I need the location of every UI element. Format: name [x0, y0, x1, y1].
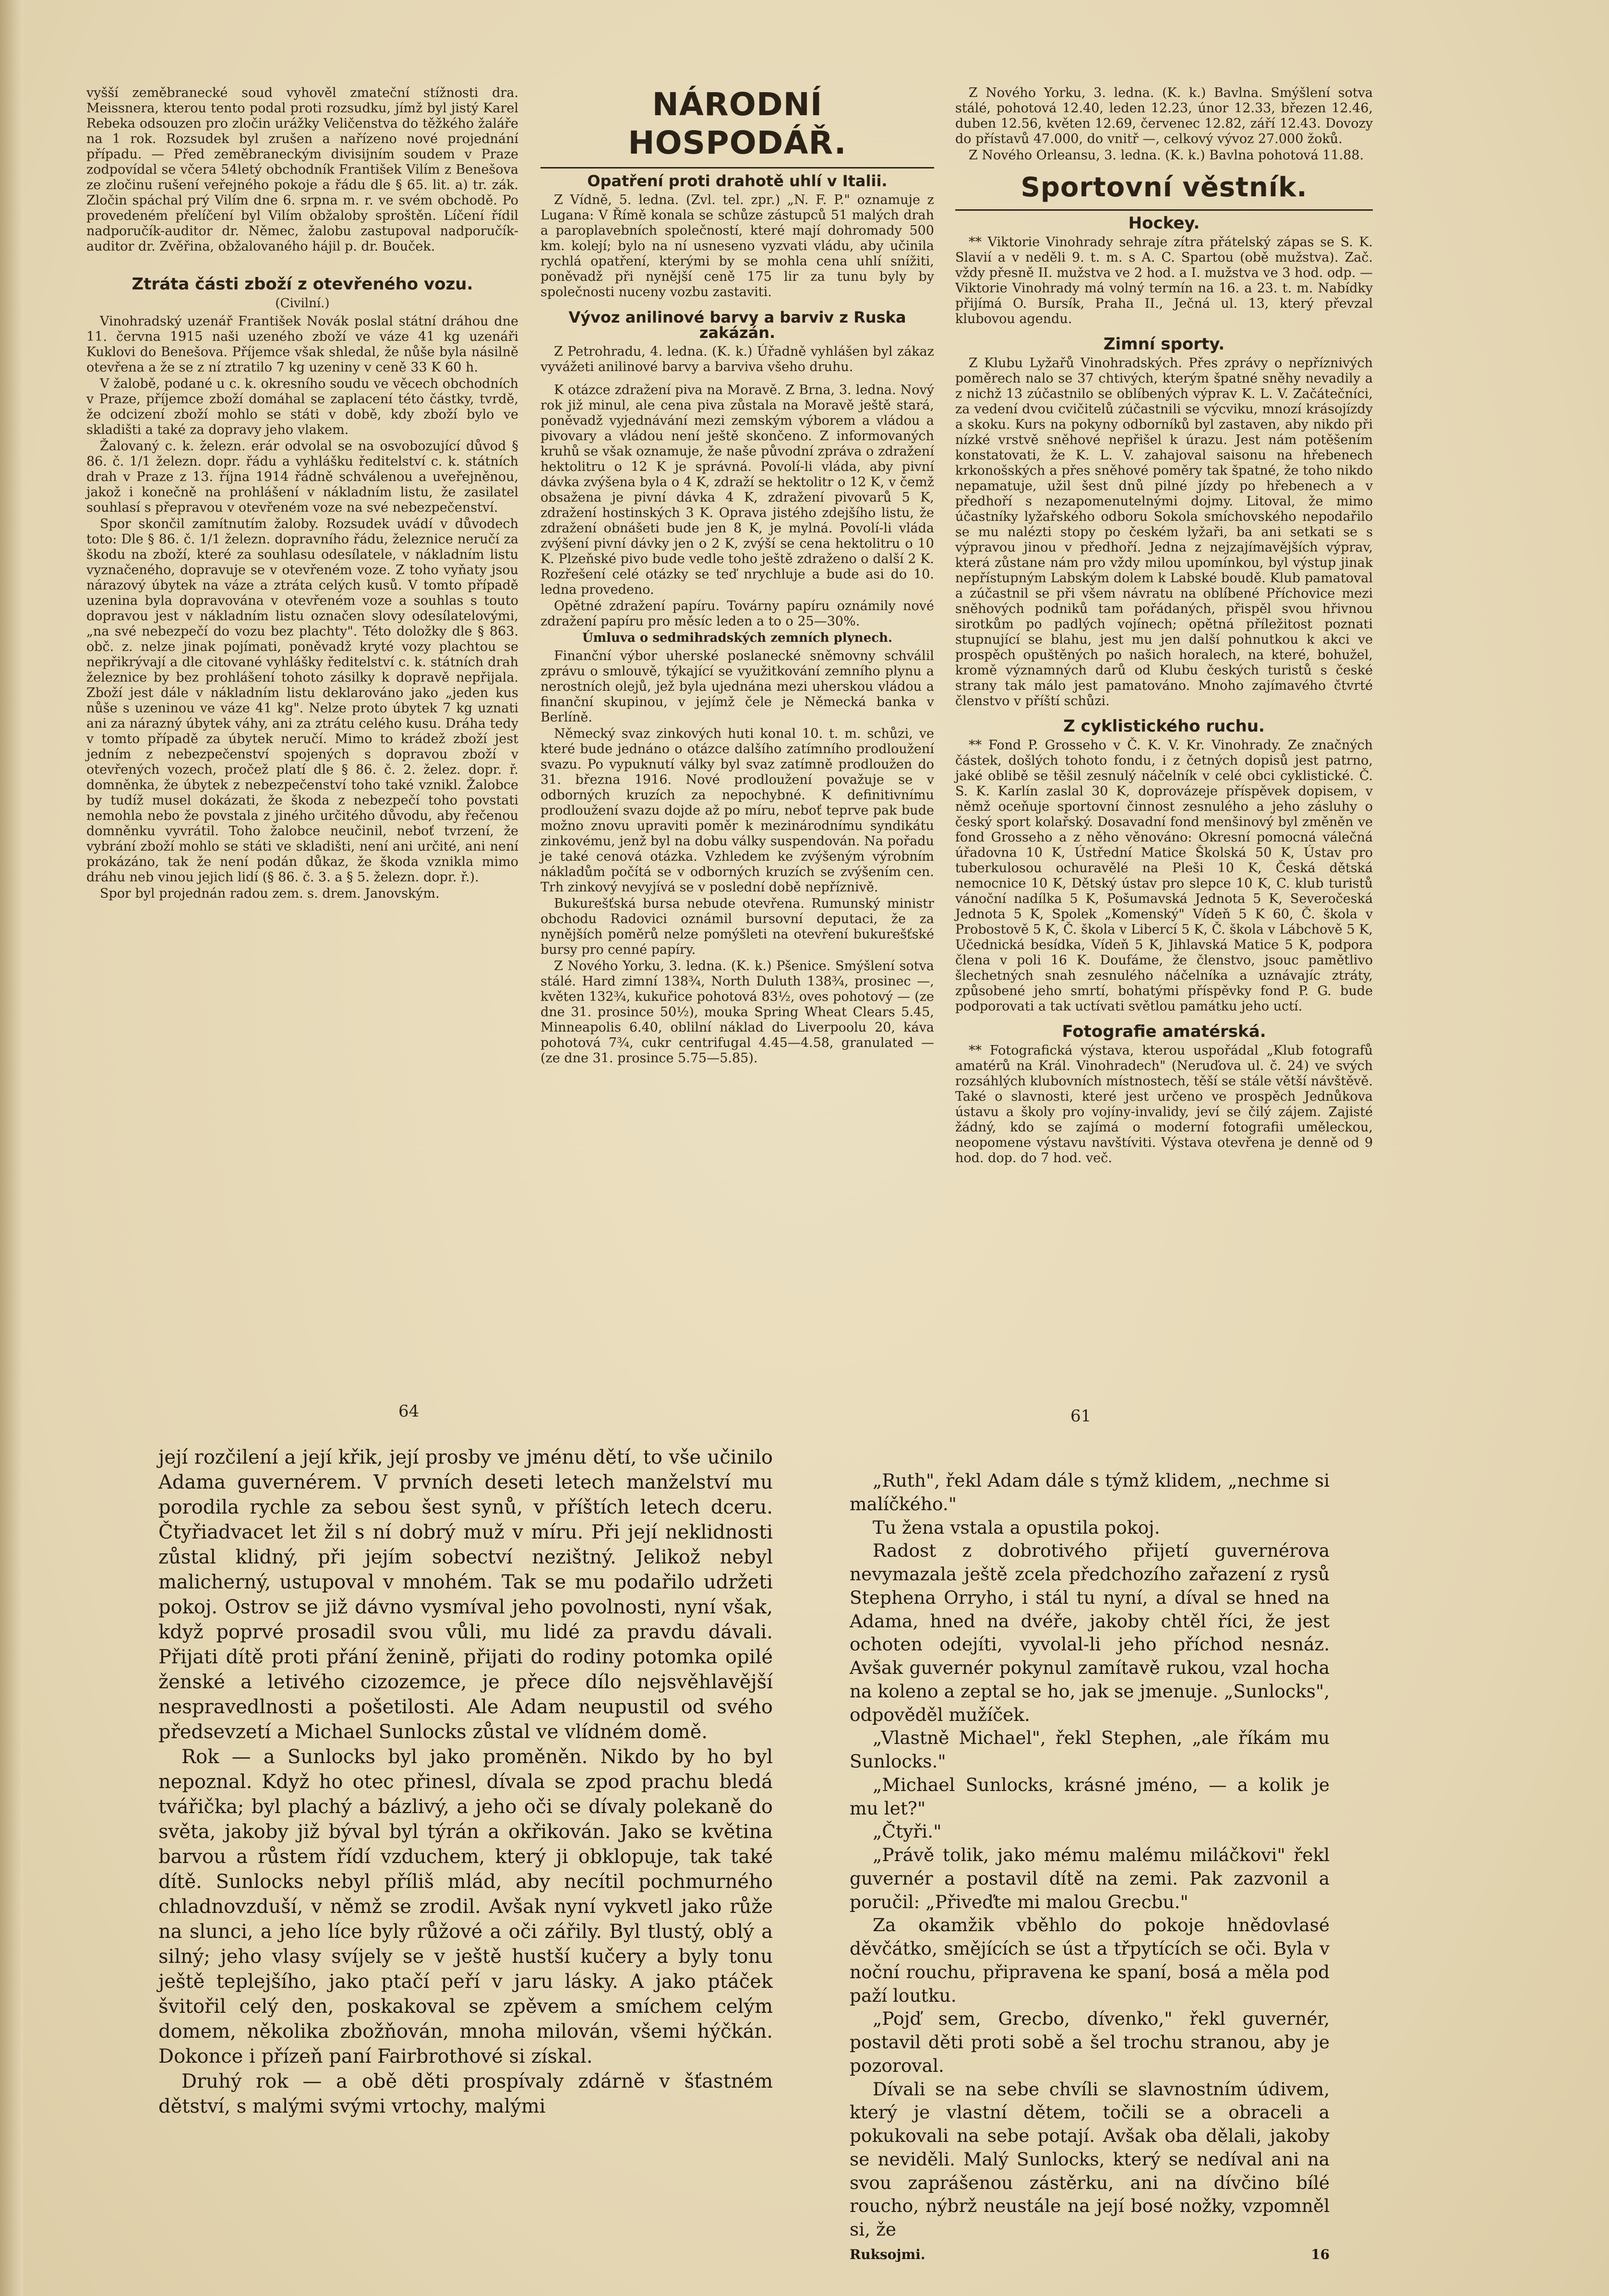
book-paragraph: Druhý rok — a obě děti prospívaly zdárně v šťastném dětství, s malými svými vrtochy, malými [158, 2070, 773, 2117]
section-banner: NÁRODNÍ HOSPODÁŘ. [628, 86, 847, 161]
article-paragraph: Vinohradský uzenář František Novák poslal státní dráhou dne 11. června 1915 naši uzeného zboží ve váze 41 kg uzenáři Kuklovi do Benešova. Příjemce však shledal, že nůše byla násilně otevřena a že se z ní ztratilo 7 kg uzeniny v ceně 33 K 60 h. [86, 314, 518, 375]
article-paragraph: Z Nového Yorku, 3. ledna. (K. k.) Pšenice. Smýšlení sotva stálé. Hard zimní 138¾, North Duluth 138¾, prosinec —, květen 132¾, kukuřice pohotová 83½, oves pohotový — (ze dne 31. prosince 50½), mouka Spring Wheat Clears 5.45, Minneapolis 6.40, oblilní náklad do Liverpoolu 20, káva pohotová 7¾, cukr centrifugal 4.45—4.58, granulated — (ze dne 31. prosince 5.75—5.85). [540, 959, 934, 1066]
divider [955, 209, 1373, 211]
page-number-left: 64 [398, 1402, 420, 1421]
book-paragraph: Tu žena vstala a opustila pokoj. [873, 1516, 1160, 1538]
article-paragraph: ** Viktorie Vinohrady sehraje zítra přátelský zápas se S. K. Slavií a v neděli 9. t. m. s A. C. Spartou (obě mužstva). Zač. vždy přesně II. mužstva ve 2 hod. a I. mužstva ve 3 hod. odp. — Viktorie Vinohrady má volný termín na 16. a 23. t. m. Nabídky přijímá O. Bursík, Praha II., Ječná ul. 13, který převzal klubovou agendu. [955, 235, 1373, 326]
signature-mark: Ruksojmi. [850, 2246, 925, 2262]
page-footer [850, 2243, 1330, 2267]
article-paragraph: Bukurešťská bursa nebude otevřena. Rumunský ministr obchodu Radovici oznámil bursovní deputaci, že za nynějších poměrů nelze pomýšleti na otevření bukurešťské bursy pro cenné papíry. [540, 896, 934, 957]
article-paragraph: Z Nového Yorku, 3. ledna. (K. k.) Bavlna. Smýšlení sotva stálé, pohotová 12.40, leden 12.23, únor 12.33, březen 12.46, duben 12.56, květen 12.69, červenec 12.82, září 12.43. Dovozy do přístavů 47.000, do vnitř —, celkový vývoz 27.000 žoků. [955, 85, 1373, 146]
book-paragraph: Dívali se na sebe chvíli se slavnostním údivem, který je vlastní dětem, točili se a obraceli a pokukovali na sebe potají. Avšak oba dělali, jakoby se neviděli. Malý Sunlocks, který se nedíval ani na svou zaprášenou zástěrku, ani na dívčino bílé roucho, nýbrž neustále na její bosé nožky, vzpomněl si, že [850, 2078, 1330, 2240]
footer-page-number: 16 [1311, 2246, 1330, 2262]
article-paragraph: Spor skončil zamítnutím žaloby. Rozsudek uvádí v důvodech toto: Dle § 86. č. 1/1 železn. dopravního řádu, železnice neručí za škodu na zboží, které za souhlasu odesílatele, v nákladním listu vyznačeného, dopravuje se v otevřeném voze. Z toho vyňaty jsou nárazový úbytek na váze a ztráta celých kusů. V tomto případě uzenina byla dopravována v otevřeném voze a souhlas s touto dopravou jest v nákladním listu označen slovy odesílatelovými, „na své nebezpečí do vozu bez plachty". Této doložky dle § 863. obč. z. nelze jinak pojímati, poněvadž kryté vozy plachtou se nepřikrývají a dle citované vyhlášky ředitelství c. k. státních drah železnice by bez prohlášení tohoto zásilky k dopravě nepřijala. Zboží jest dále v nákladním listu deklarováno jako „jeden kus nůše s uzeninou ve váze 41 kg". Nelze proto úbytek 7 kg uznati ani za nárazný úbytek váhy, ani za ztrátu celého kusu. Dráha tedy v tomto případě za úbytek neručí. Mimo to krádež zboží jest jedním z nebezpečenství spojených s dopravou zboží v otevřených vozech, pročež platí dle § 86. č. 2. želez. dopr. ř. domněnka, že úbytek z nebezpečenství toho také vznikl. Žalobce by tudíž musel dokázati, že škoda z nebezpečí toho povstati nemohla nebo že povstala z jiného určitého důvodu, aby řečenou domněnku vyvrátil. Toho žalobce neučinil, neboť tvrzení, že vybrání zboží mohlo se státi ve skladišti, není ani určité, ani není prokázáno, tak že není podán důkaz, že škoda vznikla mimo dráhu neb vinou jejich lidí (§ 86. č. 3. a § 5. železn. dopr. ř.). [86, 517, 518, 885]
book-page-left [158, 1445, 773, 2119]
court-report: vyšší zeměbranecké soud vyhověl zmateční stížnosti dra. Meissnera, kterou tento podal proti rozsudku, jímž byl jistý Karel Rebeka odsouzen pro zločin urážky Veličenstva do těžkého žaláře na 1 rok. Rozsudek byl zrušen a nařízeno nové projednání případu. — Před zeměbraneckým divisijním soudem v Praze zodpovídal se včera 54letý obchodník František Vilím z Benešova ze zločinu rušení veřejného pokoje a řádu dle § 65. lit. a) tr. zák. Zločin spáchal prý Vilím dne 6. srpna m. r. ve svém obchodě. Po provedeném přelíčení byl Vilím obžaloby sproštěn. Líčení řídil nadporučík-auditor dr. Němec, žalobu zastupoval nadporučík-auditor dr. Zvěřina, obžalovaného hájil p. dr. Bouček. [86, 85, 518, 254]
book-paragraph: „Vlastně Michael", řekl Stephen, „ale říkám mu Sunlocks." [850, 1727, 1330, 1772]
article-paragraph: Z Vídně, 5. ledna. (Zvl. tel. zpr.) „N. F. P." oznamuje z Lugana: V Římě konala se schůze zástupců 51 malých drah a paroplavebních společností, které mají dohromady 500 km. kolejí; bylo na ní usneseno vyzvati vládu, aby učinila rychlá opatření, kterými by se mohla cena uhlí snížiti, poněvadž při nynější ceně 175 lir za tunu byly by společnosti nuceny vozbu zastaviti. [540, 192, 934, 300]
news-column-2 [540, 85, 934, 1067]
page-number-right: 61 [1070, 1406, 1092, 1426]
book-paragraph: Za okamžik vběhlo do pokoje hnědovlasé děvčátko, smějících se úst a třpytících se oči. Byla v noční rouchu, připravena ke spaní, bosá a měla pod paží loutku. [850, 1914, 1330, 2006]
book-paragraph: „Michael Sunlocks, krásné jméno, — a kolik je mu let?" [850, 1774, 1330, 1819]
news-column-3 [955, 85, 1373, 1167]
article-paragraph: Spor byl projednán radou zem. s. drem. Janovským. [100, 886, 440, 901]
article-paragraph: Z Petrohradu, 4. ledna. (K. k.) Úřadně vyhlášen byl zákaz vyvážeti anilinové barvy a barviva všeho druhu. [540, 344, 934, 374]
book-paragraph: „Ruth", řekl Adam dále s týmž klidem, „nechme si malíčkého." [850, 1470, 1330, 1515]
book-page-right [850, 1469, 1330, 2267]
book-paragraph: Radost z dobrotivého přijetí guvernérova nevymazala ještě zcela předchozího zařazení z rysů Stephena Orryho, i stál tu nyní, a díval se hned na Adama, hned na dvéře, jakoby chtěl říci, že jest ochoten odejíti, vyvolal-li jeho příchod nesnáz. Avšak guvernér pokynul zamítavě rukou, vzal hocha na koleno a zeptal se ho, jak se jmenuje. „Sunlocks", odpověděl mužíček. [850, 1540, 1330, 1725]
article-paragraph: K otázce zdražení piva na Moravě. Z Brna, 3. ledna. Nový rok již minul, ale cena piva zůstala na Moravě ještě stará, poněvadž vyjednávání mezi zemským výborem a vládou a pivovary a vládou není ještě skončeno. Z informovaných kruhů se však oznamuje, že naše původní zpráva o zdražení hektolitru o 12 K je správná. Povolí-li vláda, aby pivní dávka zvýšena byla o 4 K, zdraží se hektolitr o 12 K, v čemž obsažena je pivní dávka 4 K, zdražení pivovarů 5 K, zdražení hostinských 3 K. Oprava jistého zdejšího listu, že zdražení obnášeti bude jen 8 K, je mylná. Povolí-li vláda zvýšení pivní dávky jen o 2 K, zvýší se cena hektolitru o 10 K. Plzeňské pivo bude vedle toho ještě zdraženo o další 2 K. Rozřešení celé otázky se teď nrychluje a bude asi do 10. ledna provedeno. [540, 383, 934, 597]
article-subheading: Úmluva o sedmihradských zemních plynech. [582, 631, 893, 645]
news-column-1 [86, 85, 518, 902]
book-paragraph: „Čtyři." [873, 1821, 942, 1842]
article-paragraph: Finanční výbor uherské poslanecké sněmovny schválil zprávu o smlouvě, týkající se využitkování zemního plynu a nerostních olejů, jež byla ujednána mezi uherskou vládou a finanční skupinou, v jejímž čele je Německá banka v Berlíně. [540, 649, 934, 725]
book-paragraph: „Právě tolik, jako mému malému miláčkovi" řekl guvernér a postavil dítě na zemi. Pak zazvonil a poručil: „Přiveďte mi malou Grecbu." [850, 1844, 1330, 1912]
article-heading: Ztráta části zboží z otevřeného vozu. [132, 275, 473, 294]
article-heading: Z cyklistického ruchu. [1063, 717, 1265, 736]
article-paragraph: ** Fotografická výstava, kterou uspořádal „Klub fotografů amatérů na Král. Vinohradech" (Neruďova ul. č. 24) ve svých rozsáhlých klubovních místnostech, těší se stále větší návštěvě. Také o slavnosti, které jest určeno ve prospěch Jednůkova ústavu a školy pro vojíny-invalidy, jeví se čilý zájem. Zajisté žádný, kdo se zajímá o moderní fotografii uměleckou, neopomene výstavu navštíviti. Výstava otevřena je denně od 9 hod. dop. do 7 hod. več. [955, 1043, 1373, 1166]
article-paragraph: Žalovaný c. k. železn. erár odvolal se na osvobozující důvod § 86. č. 1/1 železn. dopr. řádu a vyhlášku ředitelství c. k. státních drah v Praze z 13. října 1914 řádně schválenou a uveřejněnou, jakož i konečně na prohlášení v nákladním listu, že zasilatel souhlasí s přepravou v otevřeném voze na své nebezpečenství. [86, 439, 518, 515]
article-heading: Fotografie amatérská. [1062, 1022, 1266, 1041]
article-paragraph: V žalobě, podané u c. k. okresního soudu ve věcech obchodních v Praze, příjemce zboží domáhal se zaplacení této částky, tvrdě, že odcizení zboží mohlo se státi v době, kdy zboží bylo ve skladišti a také za dopravy jeho vlakem. [86, 376, 518, 437]
article-paragraph: Z Klubu Lyžařů Vinohradských. Přes zprávy o nepříznivých poměrech nalo se 37 chtivých, kterým špatné sněhy nevadily a z nichž 13 zúčastnilo se oblíbených výprav K. L. V. Začátečníci, za vedení dvou cvičitelů zúčastnili se výcviku, mnozí krásojízdy a skoku. Kurs na pokyny odborníků byl zastaven, aby nikdo při nízké vrstvě sněhové nepřišel k úrazu. Jest nám potěšením konstatovati, že K. L. V. zahajoval saisonu na hřebenech krkonošských a přes sněhové poměry tak špatné, že toho nikdo nepamatuje, užil šest dnů pilné jízdy po hřebenech a v předhoří s nezapomenutelnými dojmy. Litoval, že mimo účastníky lyžařského odboru Sokola smíchovského nepodařilo se mu nalézti stopy po českém lyžaři, ba ani setkati se s výpravou jinou v předhoří. Jedna z nejzajímavějších výprav, která zůstane nám pro vždy milou upomínkou, byl výstup jinak nepřístupným Labským dolem k Labské boudě. Klub pamatoval a zúčastnil se při všem návratu na oblíbené Příchovice mezi sněhových podniků tam pořádaných, přispěl svou hřivnou sirotkům po padlých vojínech; opětná příležitost poznati stupnující se blahu, jest mu jen další pohnutkou k akci ve prospěch opuštěných po našich horalech, na které, bohužel, kromě významných darů od Klubu českých turistů s české strany tak málo jest pamatováno. Mnoho zajímavého čtvrté členstvo v příští schůzi. [955, 356, 1373, 709]
divider [540, 167, 934, 168]
book-paragraph: „Pojď sem, Grecbo, dívenko," řekl guvernér, postavil děti proti sobě a šel trochu stranou, aby je pozoroval. [850, 2008, 1330, 2076]
article-paragraph: Německý svaz zinkových huti konal 10. t. m. schůzi, ve které bude jednáno o otázce dalšího zatímního prodloužení svazu. Po vypuknutí války byl svaz zatímně prodloužen do 31. března 1916. Nové prodloužení považuje se v odborných kruzích za nepochybné. K definitivnímu prodloužení svazu dojde až po míru, neboť teprve pak bude možno znovu upraviti poměr k mezinárodnímu syndikátu zinkovému, jenž byl na dobu války suspendován. Na pořadu je také cenová otázka. Vzhledem ke zvýšeným výrobním nákladům počítá se v odborných kruzích se zvýšením cen. Trh zinkový nevyjívá se v poslední době nepříznivě. [540, 726, 934, 895]
article-heading: Hockey. [1128, 214, 1200, 233]
article-paragraph: Z Nového Orleansu, 3. ledna. (K. k.) Bavlna pohotová 11.88. [969, 148, 1364, 163]
article-heading: Vývoz anilinové barvy a barviv z Ruska zakázán. [568, 308, 906, 342]
article-subheading: (Civilní.) [275, 296, 330, 311]
article-heading: Opatření proti drahotě uhlí v Italii. [587, 172, 888, 190]
book-paragraph: její rozčilení a její křik, její prosby ve jménu dětí, to vše učinilo Adama guvernérem. V prvních deseti letech manželství mu porodila rychle za sebou šest synů, v příštích letech dceru. Čtyřiadvacet let žil s ní dobrý muž v míru. Při její neklidnosti zůstal klidný, při jejím sobectví nezištný. Jelikož nebyl malicherný, ustupoval v mnohém. Tak se mu podařilo udržeti pokoj. Ostrov se již dávno vysmíval jeho povolnosti, nyní však, když poprvé prosadil svou vůli, mu lidé za pravdu dávali. Přijati dítě proti přání ženině, přijati do rodiny potomka opilé ženské a letivého cizozemce, je přece dílo nejsvěhlavější nespravedlnosti a pošetilosti. Ale Adam neupustil od svého předsevzetí a Michael Sunlocks zůstal ve vlídném domě. [158, 1446, 773, 1743]
article-paragraph: Opětné zdražení papíru. Továrny papíru oznámily nové zdražení papíru pro měsíc leden a to o 25—30%. [540, 599, 934, 629]
article-heading: Zimní sporty. [1103, 335, 1225, 354]
page-edge-shadow [0, 0, 23, 2296]
article-paragraph: ** Fond P. Grosseho v Č. K. V. Kr. Vinohrady. Ze značných částek, došlých tohoto fondu, i z četných dopisů jest patrno, jaké oblibě se těšil zesnulý náčelník v celé obci cyklistické. Č. S. K. Karlín zaslal 30 K, doprovázeje příspěvek dopisem, v němž oceňuje sportovní činnost zesnulého a jeho zásluhy o český sport kolařský. Dosavadní fond menšinový byl změněn ve fond Grosseho a z něho věnováno: Okresní pomocná válečná úřadovna 10 K, Ústřední Matice Školská 50 K, Ústav pro tuberkulosou ochuravělé na Pleši 10 K, Česká dětská nemocnice 10 K, Dětský ústav pro slepce 10 K, C. klub turistů vánoční nadílka 5 K, Pošumavská Jednota 5 K, Severočeská Jednota 5 K, Spolek „Komenský" Vídeň 5 K 60, Č. škola v Probostově 5 K, Č. škola v Libercí 5 K, Č. škola v Lábchově 5 K, Učednická besídka, Vídeň 5 K, Jihlavská Matice 5 K, podpora člena v poli 16 K. Doufáme, že členstvo, jsouc pamětlivo šlechetných snah zesnulého náčelníka a uznávajíc ztráty, způsobené jeho smrtí, bohatými příspěvky fond P. G. bude podporovati a tak uctívati světlou památku jeho uctí. [955, 738, 1373, 1014]
section-banner: Sportovní věstník. [1021, 172, 1308, 203]
book-paragraph: Rok — a Sunlocks byl jako proměněn. Nikdo by ho byl nepoznal. Když ho otec přinesl, dívala se zpod prachu bledá tvářička; byl plachý a bázlivý, a jeho oči se dívaly polekaně do světa, jakoby již býval byl týrán a okřikován. Jako se květina barvou a růstem řídí vzduchem, který ji obklopuje, tak také dítě. Sunlocks nebyl příliš mlád, aby necítil pochmurného chladnovzduší, v němž se zrodil. Avšak nyní vykvetl jako růže na slunci, a jeho líce byly růžové a oči zářily. Byl tlustý, oblý a silný; jeho vlasy svíjely se v ještě hustší kučery a byly tonu ještě teplejšího, jako ptačí peří v jaru lásky. A jako ptáček švitořil celý den, poskakoval se zpěvem a smíchem celým domem, několika zbožňován, mnoha milován, všemi hýčkán. Dokonce i přízeň paní Fairbrothové si získal. [158, 1746, 773, 2068]
